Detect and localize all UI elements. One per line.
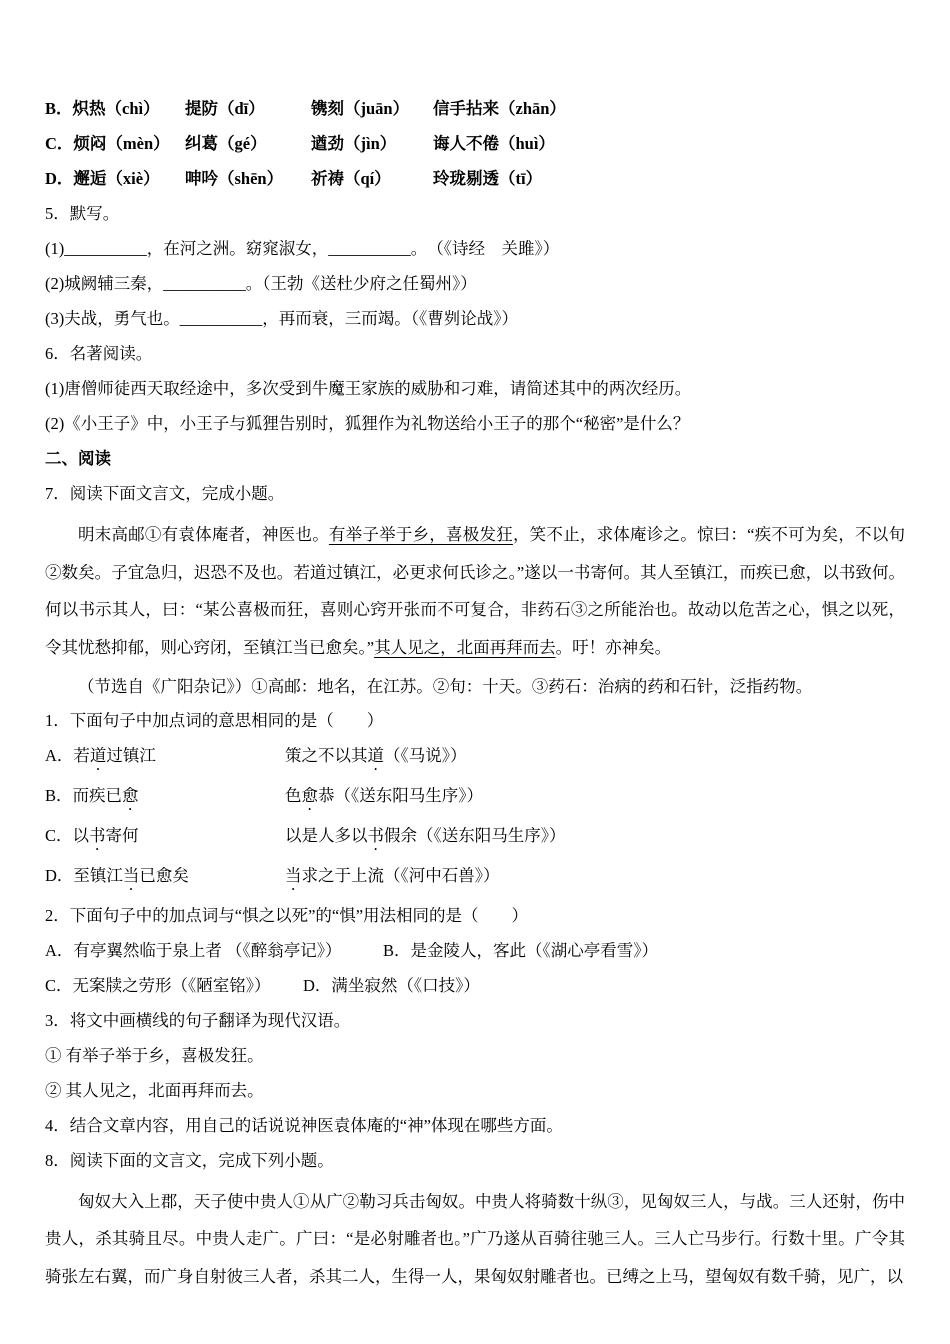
text-segment: (3)夫战，勇气也。__________，再而衰，三而竭。（《曹刿论战》） — [45, 309, 518, 328]
q7-passage — [45, 516, 905, 666]
text-segment: 。吁！亦神矣。 — [555, 637, 672, 657]
document-body — [45, 96, 905, 1295]
text-segment: 色 — [285, 785, 302, 805]
text-segment: 信手拈来（zhān） — [433, 99, 566, 118]
pinyin-option-row-c-col-3 — [311, 131, 433, 157]
emphasized-word: 书 — [367, 825, 384, 845]
text-segment: D．至镇江 — [45, 865, 123, 885]
emphasized-word: 愈 — [122, 785, 139, 805]
pinyin-option-row-b — [45, 96, 905, 122]
emphasized-word: 愈 — [301, 785, 318, 805]
pinyin-option-row-b-col-2 — [185, 96, 311, 122]
text-segment: 提防（dī） — [185, 99, 265, 118]
q7-sub2-options-ab-col-2 — [383, 938, 905, 964]
text-segment: (2)《小王子》中，小王子与狐狸告别时，狐狸作为礼物送给小王子的那个“秘密”是什么？ — [45, 414, 690, 433]
q6-item-2 — [45, 411, 905, 437]
emphasized-word: 道 — [367, 745, 384, 765]
q8-title — [45, 1148, 905, 1174]
pinyin-option-row-c — [45, 131, 905, 157]
q7-title — [45, 481, 905, 507]
emphasized-word: 道 — [89, 745, 107, 765]
q5-blank-3 — [45, 306, 905, 332]
text-segment: 8．阅读下面的文言文，完成下列小题。 — [45, 1150, 334, 1170]
q8-passage — [45, 1183, 905, 1296]
text-segment: 6．名著阅读。 — [45, 344, 153, 363]
section-heading-reading — [45, 446, 905, 472]
text-segment: 过镇江 — [106, 745, 156, 765]
q7-sub2-stem — [45, 903, 905, 929]
text-segment: 策之不以其 — [285, 745, 368, 765]
q7-sub3-sentence-2 — [45, 1078, 905, 1104]
q7-sub1-option-d — [45, 863, 905, 894]
text-segment: (1)__________，在河之洲。窈窕淑女，__________。 （《诗经 关雎》） — [45, 239, 560, 258]
text-segment: 已愈矣 — [139, 865, 189, 885]
pinyin-option-row-c-col-2 — [185, 131, 311, 157]
text-segment: 明末高邮①有袁体庵者，神医也。 — [78, 525, 329, 544]
text-segment: D．邂逅（xiè） — [45, 169, 160, 188]
text-segment: A．若 — [45, 745, 90, 765]
text-segment: 求之于上流（《河中石兽》） — [301, 865, 500, 885]
q7-sub1-option-c-col-1 — [45, 823, 285, 854]
q7-sub1-option-d-col-2 — [285, 863, 905, 894]
text-segment: （《马说》） — [384, 745, 467, 765]
q7-passage-note — [45, 668, 905, 706]
emphasized-word: 书 — [89, 825, 106, 845]
q6-title — [45, 341, 905, 367]
q7-sub1-option-c — [45, 823, 905, 854]
text-segment: 7．阅读下面文言文，完成小题。 — [45, 484, 285, 503]
text-segment: 祈祷（qí） — [311, 169, 391, 188]
text-segment: 镌刻（juān） — [311, 99, 410, 118]
text-segment: （节选自《广阳杂记》）①高邮：地名，在江苏。②旬：十天。③药石：治病的药和石针，泛指药物。 — [78, 677, 813, 696]
pinyin-option-row-d-col-4 — [433, 166, 905, 192]
text-segment: 玲珑剔透（tī） — [433, 169, 543, 188]
q7-sub1-option-a-col-1 — [45, 743, 285, 774]
text-segment: 诲人不倦（huì） — [433, 134, 555, 153]
text-segment: 二、阅读 — [45, 449, 111, 468]
q5-blank-1 — [45, 236, 905, 262]
text-segment: 恭（《送东阳马生序》） — [318, 785, 483, 805]
text-segment: C．烦闷（mèn） — [45, 134, 170, 153]
q7-sub1-option-a — [45, 743, 905, 774]
text-segment: 呻吟（shēn） — [185, 169, 284, 188]
pinyin-option-row-c-col-1 — [45, 131, 185, 157]
text-segment: 假余（《送东阳马生序》） — [384, 825, 566, 845]
text-segment: 5．默写。 — [45, 204, 120, 223]
pinyin-option-row-d-col-1 — [45, 166, 185, 192]
underlined-text: 其人见之，北面再拜而去 — [374, 637, 556, 657]
text-segment: C．以 — [45, 825, 90, 845]
text-segment: 以是人多以 — [285, 825, 368, 845]
text-segment: 匈奴大入上郡，天子使中贵人①从广②勒习兵击匈奴。中贵人将骑数十纵③，见匈奴三人，与战。三人还射，伤中贵人，杀其骑且尽。中贵人走广。广曰：“是必射雕者也。”广乃遂从百骑往驰三人。三人亡马步行。行数十里。广令其骑张左右翼，而广身自射彼三人者，杀其二人，生得一人，果匈奴射雕者也。已缚之上马，望匈奴有数千骑，见广，以 — [45, 1191, 905, 1286]
q7-sub1-option-b — [45, 783, 905, 814]
text-segment: B．是金陵人，客此（《湖心亭看雪》） — [383, 940, 659, 960]
emphasized-word: 当 — [122, 865, 140, 885]
pinyin-option-row-d-col-3 — [311, 166, 433, 192]
text-segment: ，笑不止，求体庵诊之。惊曰：“疾不可为矣，不以旬②数矣。子宜急归，迟恐不及也。若道过镇江，必更求何氏诊之。”遂以一书寄何。其人至镇江，而疾已愈，以书致何。何以书示其人，曰：“某公喜极而狂，喜则心窍开张而不可复合，非药石③之所能治也。故动以危苦之心，惧之以死，令其忧愁抑郁，则心窍闭，至镇江当已愈矣。” — [45, 525, 906, 657]
pinyin-option-row-b-col-3 — [311, 96, 433, 122]
pinyin-option-row-d-col-2 — [185, 166, 311, 192]
q5-title — [45, 201, 905, 227]
text-segment: 寄何 — [105, 825, 139, 845]
text-segment: (1)唐僧师徒西天取经途中，多次受到牛魔王家族的威胁和刁难，请简述其中的两次经历。 — [45, 379, 692, 398]
q7-sub1-stem — [45, 708, 905, 734]
q7-sub3-sentence-1 — [45, 1043, 905, 1069]
q7-sub2-options-ab-col-1 — [45, 938, 383, 964]
pinyin-option-row-c-col-4 — [433, 131, 905, 157]
q7-sub1-option-d-col-1 — [45, 863, 285, 894]
q5-blank-2 — [45, 271, 905, 297]
emphasized-word: 当 — [285, 865, 302, 885]
text-segment: B．炽热（chì） — [45, 99, 160, 118]
text-segment: 4．结合文章内容，用自己的话说说神医袁体庵的“神”体现在哪些方面。 — [45, 1115, 563, 1135]
underlined-text: 有举子举于乡，喜极发狂 — [328, 525, 513, 544]
text-segment: 遒劲（jìn） — [311, 134, 397, 153]
q7-sub4-stem — [45, 1113, 905, 1139]
q7-sub2-options-cd-col-2 — [303, 973, 905, 999]
q7-sub1-option-b-col-2 — [285, 783, 905, 814]
text-segment: 3．将文中画横线的句子翻译为现代汉语。 — [45, 1010, 351, 1030]
q7-sub2-options-cd — [45, 973, 905, 999]
pinyin-option-row-d — [45, 166, 905, 192]
text-segment: D．满坐寂然（《口技》） — [303, 975, 480, 995]
q7-sub1-option-b-col-1 — [45, 783, 285, 814]
q6-item-1 — [45, 376, 905, 402]
pinyin-option-row-b-col-1 — [45, 96, 185, 122]
text-segment: B．而疾已 — [45, 785, 123, 805]
text-segment: C．无案牍之劳形（《陋室铭》） — [45, 975, 271, 995]
q7-sub2-options-ab — [45, 938, 905, 964]
q7-sub1-option-a-col-2 — [285, 743, 905, 774]
text-segment: 纠葛（gé） — [185, 134, 267, 153]
text-segment: ① 有举子举于乡，喜极发狂。 — [45, 1045, 264, 1065]
q7-sub1-option-c-col-2 — [285, 823, 905, 854]
q7-sub3-stem — [45, 1008, 905, 1034]
text-segment: A．有亭翼然临于泉上者 （《醉翁亭记》） — [45, 940, 342, 960]
q7-sub2-options-cd-col-1 — [45, 973, 303, 999]
text-segment: ② 其人见之，北面再拜而去。 — [45, 1080, 264, 1100]
text-segment: 2．下面句子中的加点词与“惧之以死”的“惧”用法相同的是（ ） — [45, 905, 529, 925]
text-segment: (2)城阙辅三秦，__________。（王勃《送杜少府之任蜀州》） — [45, 274, 477, 293]
text-segment: 1．下面句子中加点词的意思相同的是（ ） — [45, 710, 384, 730]
pinyin-option-row-b-col-4 — [433, 96, 905, 122]
